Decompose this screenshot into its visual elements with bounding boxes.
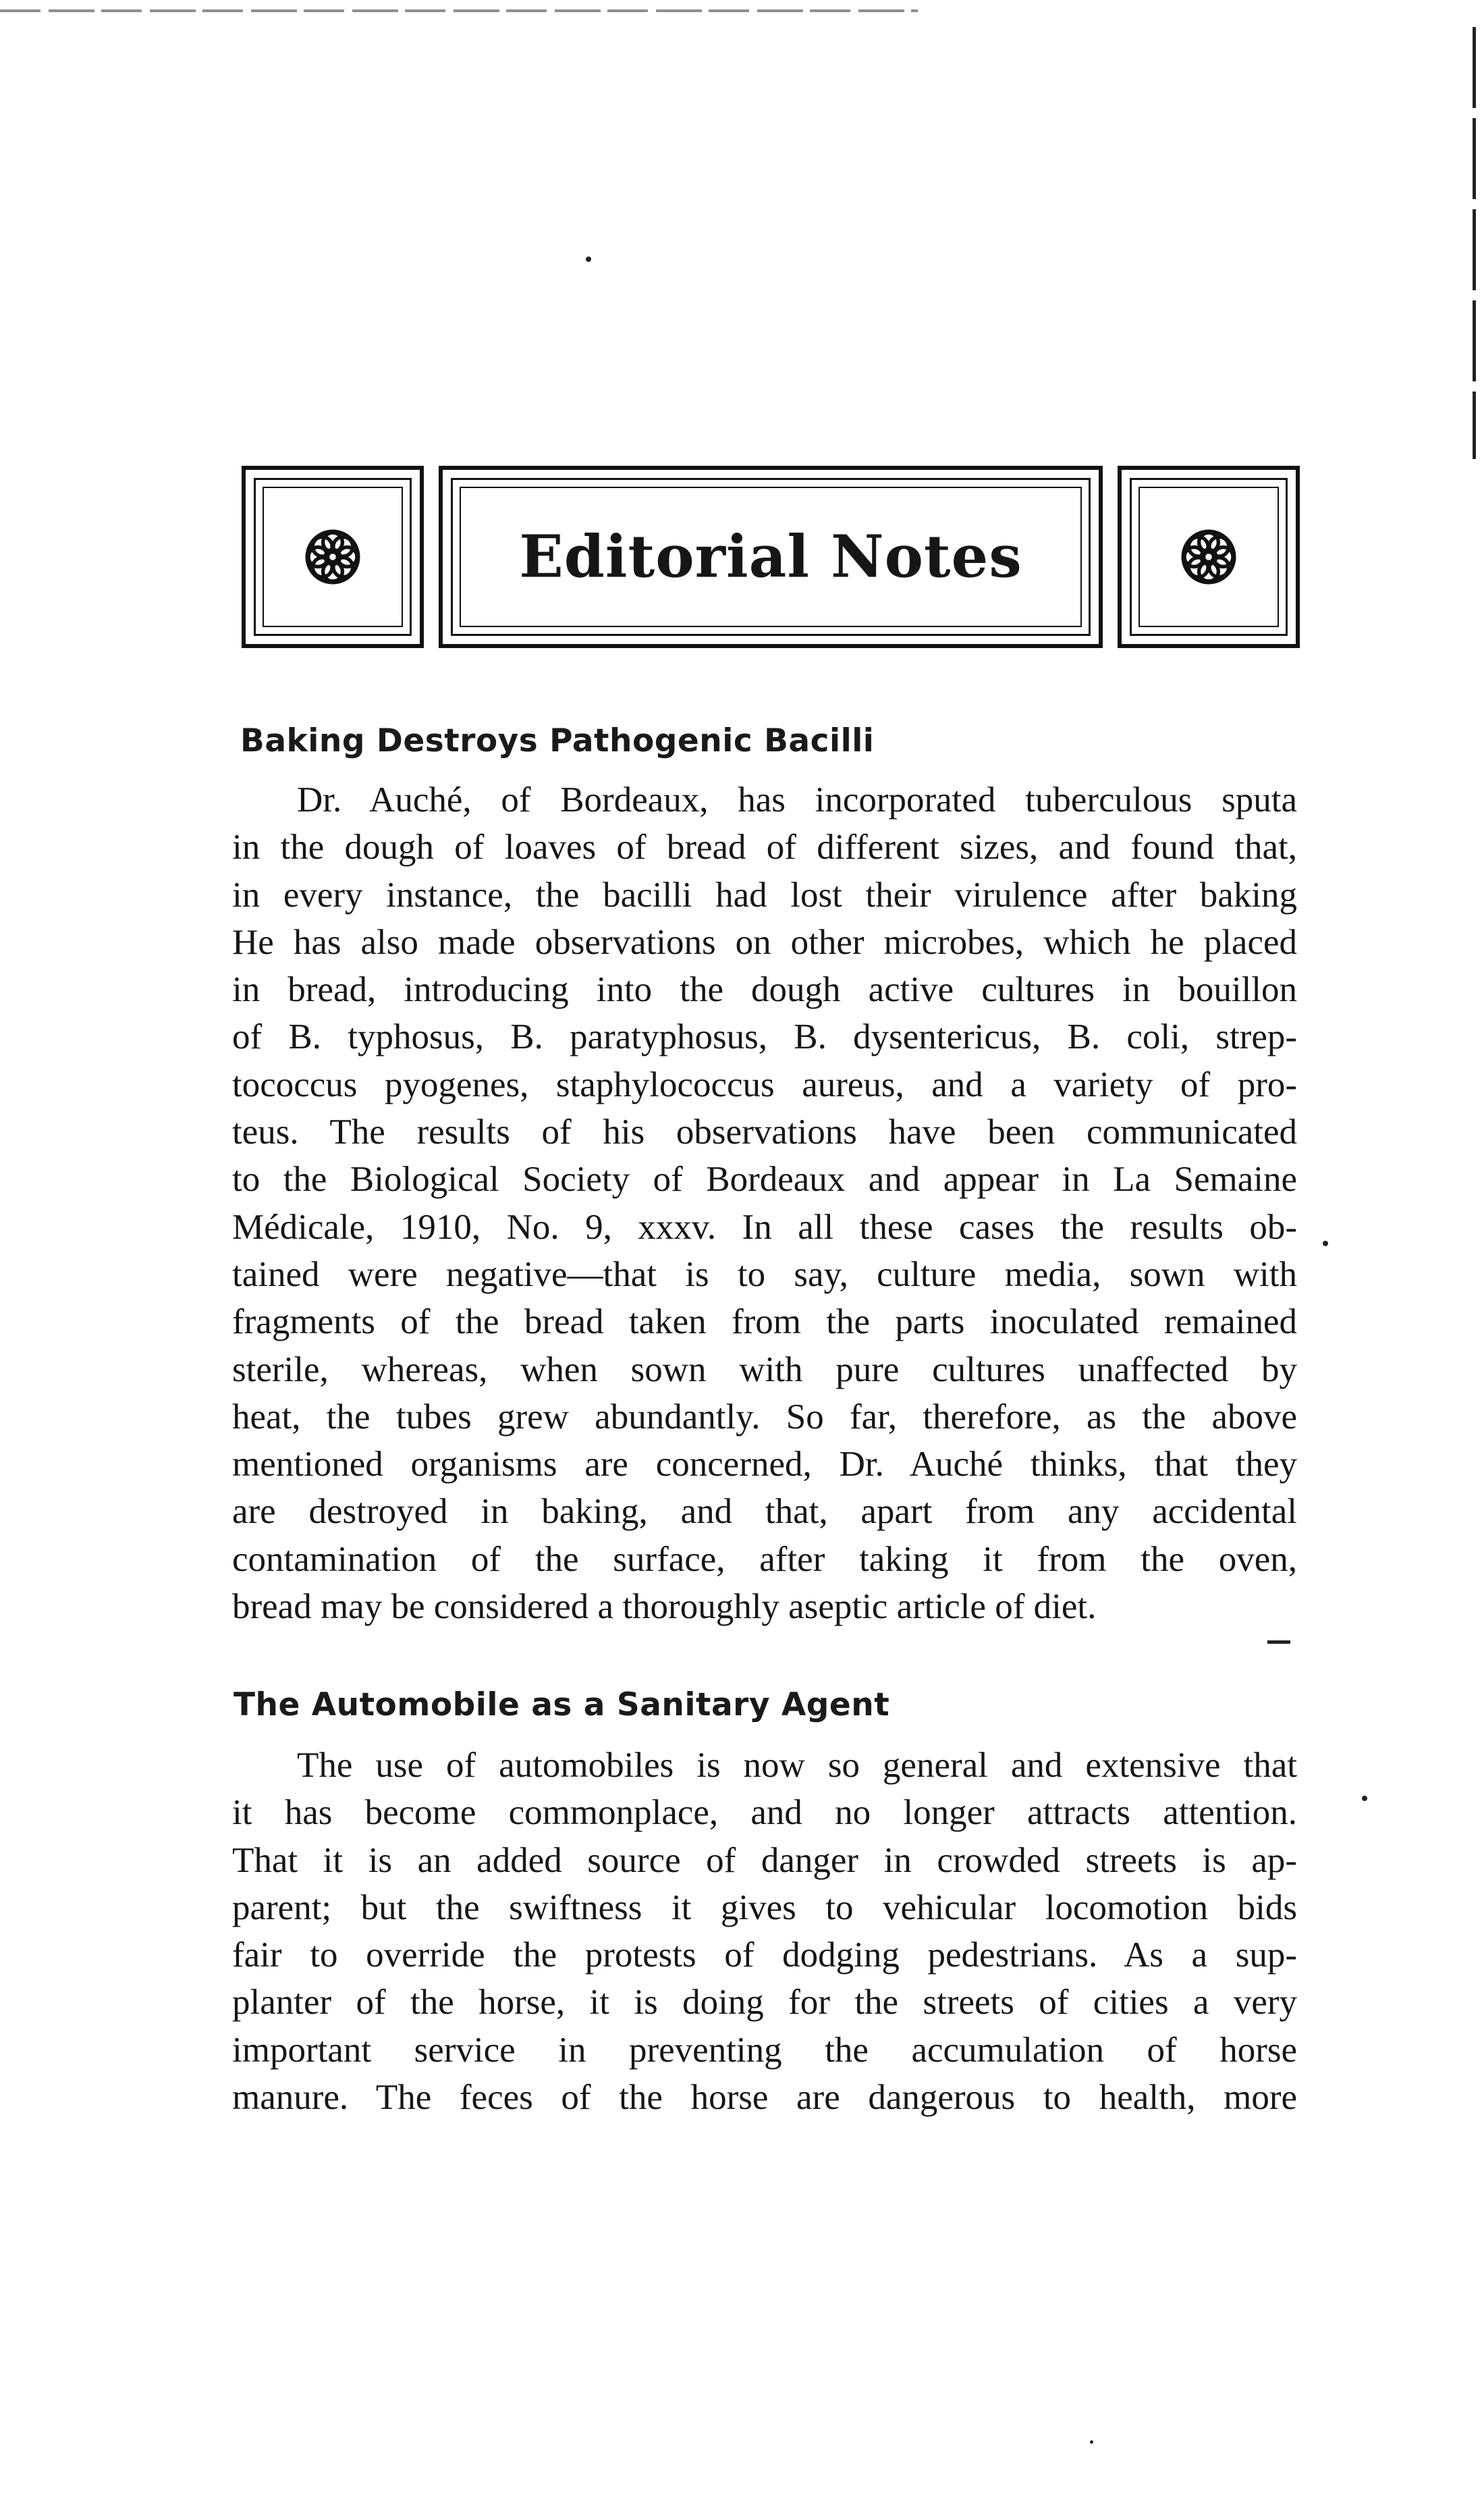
end-dash <box>1267 1640 1290 1644</box>
text-line: sterile, whereas, when sown with pure cultures unaffected by <box>232 1349 1297 1389</box>
top-scan-rule <box>0 9 918 12</box>
text-line: parent; but the swiftness it gives to vehicular locomotion bids <box>232 1887 1297 1927</box>
text-line: teus. The results of his observations have been communicated <box>232 1112 1297 1152</box>
rosette-icon <box>1178 527 1239 587</box>
text-line: fair to override the protests of dodging pedestrians. As a sup- <box>232 1935 1297 1975</box>
text-line: Dr. Auché, of Bordeaux, has incorporated tuberculous sputa <box>297 780 1297 820</box>
text-line: bread may be considered a thoroughly aseptic article of diet. <box>232 1587 1097 1627</box>
text-line: in bread, introducing into the dough active cultures in bouillon <box>232 970 1297 1010</box>
text-line: it has become commonplace, and no longer attracts attention. <box>232 1793 1297 1833</box>
rosette-icon <box>302 527 363 587</box>
text-line: tococcus pyogenes, staphylococcus aureus, and a variety of pro- <box>232 1065 1297 1104</box>
text-line: heat, the tubes grew abundantly. So far, therefore, as the above <box>232 1397 1297 1437</box>
banner-title: Editorial Notes <box>519 522 1022 591</box>
text-line: mentioned organisms are concerned, Dr. Auché thinks, that they <box>232 1445 1297 1484</box>
text-line: That it is an added source of danger in crowded streets is ap- <box>232 1840 1297 1880</box>
banner-left-box <box>242 466 424 648</box>
text-line: are destroyed in baking, and that, apart from any accidental <box>232 1492 1297 1532</box>
text-line: important service in preventing the accumulation of horse <box>232 2030 1297 2070</box>
text-line: He has also made observations on other microbes, which he placed <box>232 922 1297 962</box>
banner-title-box <box>439 466 1103 648</box>
text-line: in the dough of loaves of bread of different sizes, and found that, <box>232 828 1297 867</box>
banner-right-box <box>1118 466 1300 648</box>
text-line: tained were negative—that is to say, culture media, sown with <box>232 1254 1297 1294</box>
paragraph-automobile <box>232 1742 1297 2121</box>
speck <box>1323 1241 1328 1246</box>
text-line: to the Biological Society of Bordeaux and appear in La Semaine <box>232 1160 1297 1200</box>
speck <box>586 257 591 262</box>
speck <box>1090 2440 1093 2444</box>
paragraph-baking <box>232 776 1297 1630</box>
page-edge-line <box>1473 27 1476 459</box>
section-heading-automobile: The Automobile as a Sanitary Agent <box>234 1686 890 1723</box>
text-line: Médicale, 1910, No. 9, xxxv. In all these cases the results ob- <box>232 1207 1297 1247</box>
speck <box>1362 1796 1367 1801</box>
text-line: The use of automobiles is now so general and extensive that <box>297 1746 1297 1785</box>
section-heading-baking: Baking Destroys Pathogenic Bacilli <box>240 722 875 759</box>
text-line: fragments of the bread taken from the parts inoculated remained <box>232 1302 1297 1342</box>
editorial-banner <box>242 466 1300 648</box>
text-line: of B. typhosus, B. paratyphosus, B. dysentericus, B. coli, strep- <box>232 1017 1297 1057</box>
text-line: contamination of the surface, after taking it from the oven, <box>232 1539 1297 1579</box>
text-line: planter of the horse, it is doing for the streets of cities a very <box>232 1983 1297 2022</box>
text-line: in every instance, the bacilli had lost their virulence after baking <box>232 875 1297 915</box>
text-line: manure. The feces of the horse are dangerous to health, more <box>232 2078 1297 2118</box>
